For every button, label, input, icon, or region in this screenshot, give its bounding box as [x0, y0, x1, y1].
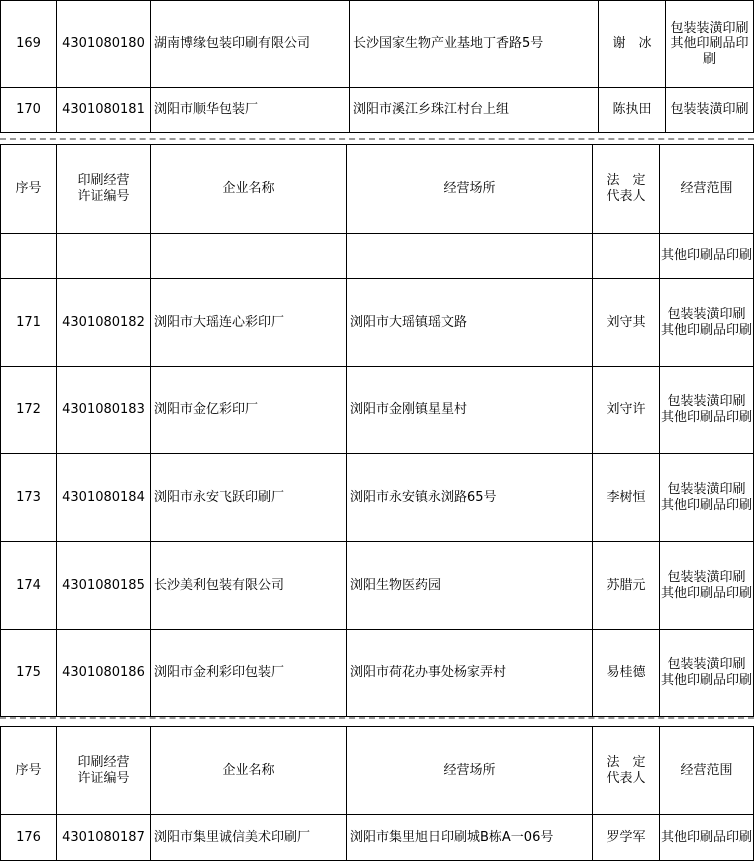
license-number: 4301080180	[57, 1, 151, 88]
table-row	[1, 542, 754, 630]
license-number: 4301080185	[57, 542, 151, 630]
header-rep-line2: 代表人	[606, 189, 646, 204]
header-scope: 经营范围	[660, 727, 754, 815]
business-scope	[660, 367, 754, 454]
business-address: 长沙国家生物产业基地丁香路5号	[350, 1, 599, 88]
business-scope	[666, 1, 754, 88]
legal-representative: 李树恒	[593, 454, 660, 542]
legal-representative: 易桂德	[593, 630, 660, 717]
business-address: 浏阳市永安镇永浏路65号	[347, 454, 593, 542]
header-no: 序号	[1, 727, 57, 815]
scope-line: 包装装潢印刷	[667, 306, 746, 322]
header-license-line1: 印刷经营	[77, 754, 130, 770]
scope-line: 包装装潢印刷	[667, 481, 746, 497]
header-license	[57, 145, 151, 234]
legal-representative: 陈执田	[599, 88, 666, 133]
header-license-line2: 许证编号	[77, 189, 130, 204]
scope-line: 其他印刷品印刷	[660, 497, 752, 513]
header-address: 经营场所	[347, 145, 593, 234]
business-scope: 其他印刷品印刷	[660, 815, 754, 861]
legal-representative: 刘守许	[593, 367, 660, 454]
license-number: 4301080187	[57, 815, 151, 861]
business-scope: 其他印刷品印刷	[660, 234, 754, 279]
legal-representative: 苏腊元	[593, 542, 660, 630]
scope-line: 包装装潢印刷	[667, 569, 746, 585]
legal-representative: 罗学军	[593, 815, 660, 861]
table-row-continuation	[1, 234, 754, 279]
license-number: 4301080184	[57, 454, 151, 542]
business-address: 浏阳市大瑶镇瑶文路	[347, 279, 593, 367]
license-table-page-1	[0, 0, 754, 133]
scope-line: 包装装潢印刷	[667, 657, 746, 673]
row-number: 172	[1, 367, 57, 454]
header-address: 经营场所	[347, 727, 593, 815]
page-break	[0, 717, 754, 719]
business-scope	[660, 454, 754, 542]
row-number: 175	[1, 630, 57, 717]
table-row	[1, 1, 754, 88]
legal-representative: 谢 冰	[599, 1, 666, 88]
business-address: 浏阳市金刚镇星星村	[347, 367, 593, 454]
license-table-page-3	[0, 726, 754, 861]
header-rep-line2: 代表人	[606, 770, 646, 786]
header-rep-line1: 法 定	[606, 173, 646, 189]
table-row	[1, 367, 754, 454]
company-name: 长沙美利包装有限公司	[151, 542, 347, 630]
business-address: 浏阳生物医药园	[347, 542, 593, 630]
license-number: 4301080183	[57, 367, 151, 454]
company-name: 湖南博缘包装印刷有限公司	[151, 1, 350, 88]
company-name: 浏阳市金利彩印包装厂	[151, 630, 347, 717]
table-row	[1, 630, 754, 717]
scope-line: 其他印刷品印刷	[670, 36, 749, 67]
company-name: 浏阳市集里诚信美术印刷厂	[151, 815, 347, 861]
row-number: 176	[1, 815, 57, 861]
header-license-line1: 印刷经营	[77, 173, 130, 189]
business-scope	[660, 542, 754, 630]
header-rep-line1: 法 定	[606, 754, 646, 770]
row-number: 173	[1, 454, 57, 542]
business-address: 浏阳市溪江乡珠江村台上组	[350, 88, 599, 133]
scope-line: 其他印刷品印刷	[660, 585, 752, 601]
row-number: 170	[1, 88, 57, 133]
row-number: 171	[1, 279, 57, 367]
scope-line: 其他印刷品印刷	[660, 322, 752, 338]
header-company: 企业名称	[151, 727, 347, 815]
business-scope	[660, 279, 754, 367]
table-row	[1, 279, 754, 367]
header-rep	[593, 145, 660, 234]
scope-line: 其他印刷品印刷	[660, 673, 752, 688]
table-header-row	[1, 727, 754, 815]
header-license	[57, 727, 151, 815]
scope-line: 包装装潢印刷	[670, 20, 749, 36]
business-address: 浏阳市集里旭日印刷城B栋A一06号	[347, 815, 593, 861]
license-table-page-2	[0, 144, 754, 717]
header-no: 序号	[1, 145, 57, 234]
row-number: 174	[1, 542, 57, 630]
license-number: 4301080182	[57, 279, 151, 367]
business-scope: 包装装潢印刷	[666, 88, 754, 133]
scope-line: 其他印刷品印刷	[660, 410, 752, 425]
company-name: 浏阳市大瑶连心彩印厂	[151, 279, 347, 367]
header-company: 企业名称	[151, 145, 347, 234]
header-rep	[593, 727, 660, 815]
business-scope	[660, 630, 754, 717]
table-row	[1, 454, 754, 542]
business-address: 浏阳市荷花办事处杨家弄村	[347, 630, 593, 717]
table-row	[1, 815, 754, 861]
table-header-row	[1, 145, 754, 234]
license-number: 4301080186	[57, 630, 151, 717]
company-name: 浏阳市顺华包装厂	[151, 88, 350, 133]
license-number: 4301080181	[57, 88, 151, 133]
row-number: 169	[1, 1, 57, 88]
scope-line: 包装装潢印刷	[667, 394, 746, 410]
company-name: 浏阳市永安飞跃印刷厂	[151, 454, 347, 542]
header-license-line2: 许证编号	[77, 770, 130, 786]
header-scope: 经营范围	[660, 145, 754, 234]
page-break	[0, 138, 754, 140]
legal-representative: 刘守其	[593, 279, 660, 367]
company-name: 浏阳市金亿彩印厂	[151, 367, 347, 454]
table-row	[1, 88, 754, 133]
